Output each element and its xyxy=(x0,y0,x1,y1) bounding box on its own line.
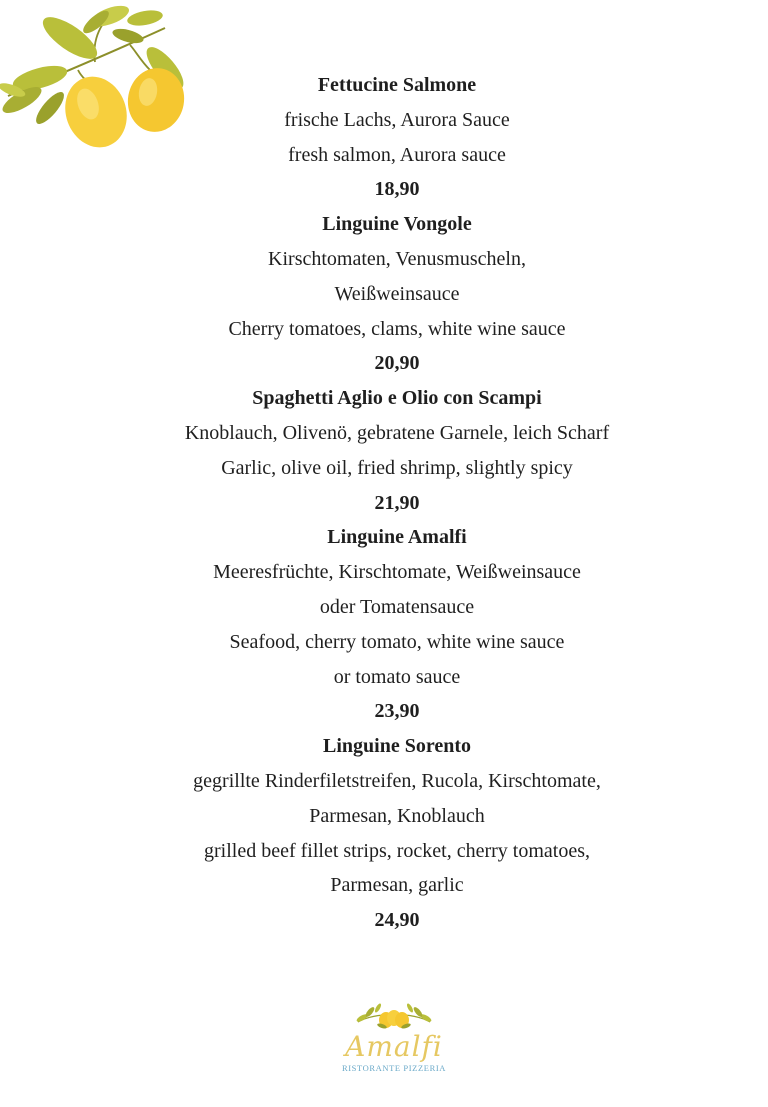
dish-price: 24,90 xyxy=(374,909,420,932)
dish-description-de: oder Tomatensauce xyxy=(319,595,475,618)
dish-description-en: Cherry tomatoes, clams, white wine sauce xyxy=(228,317,566,340)
dish-description-de: Weißweinsauce xyxy=(334,282,460,305)
dish-description-de: Parmesan, Knoblauch xyxy=(309,804,485,827)
dish-description-de: Kirschtomaten, Venusmuscheln, xyxy=(268,247,526,270)
menu-item xyxy=(0,68,768,207)
dish-description-en: Garlic, olive oil, fried shrimp, slightly spicy xyxy=(221,456,573,479)
dish-description-en: grilled beef fillet strips, rocket, cherry tomatoes, xyxy=(204,839,590,862)
dish-price: 21,90 xyxy=(374,491,420,514)
dish-name: Linguine Amalfi xyxy=(327,526,467,549)
dish-description-en: or tomato sauce xyxy=(333,665,461,688)
menu-item xyxy=(0,729,768,938)
dish-name: Spaghetti Aglio e Olio con Scampi xyxy=(252,387,542,410)
menu-item xyxy=(0,207,768,381)
dish-price: 23,90 xyxy=(374,700,420,723)
dish-name: Linguine Vongole xyxy=(322,213,472,236)
dish-description-en: Seafood, cherry tomato, white wine sauce xyxy=(229,630,565,653)
dish-description-de: frische Lachs, Aurora Sauce xyxy=(284,108,510,131)
dish-name: Linguine Sorento xyxy=(323,735,471,758)
dish-description-en: Parmesan, garlic xyxy=(330,874,464,897)
dish-price: 18,90 xyxy=(374,178,420,201)
restaurant-logo xyxy=(334,1000,454,1096)
dish-description-de: Knoblauch, Olivenö, gebratene Garnele, leich Scharf xyxy=(184,421,610,444)
dish-name: Fettucine Salmone xyxy=(317,74,477,96)
logo-subtitle: RISTORANTE PIZZERIA xyxy=(341,1063,447,1073)
menu-item xyxy=(0,520,768,729)
lemon-wreath-icon xyxy=(354,1000,434,1034)
dish-description-de: Meeresfrüchte, Kirschtomate, Weißweinsauce xyxy=(213,561,581,584)
dish-description-de: gegrillte Rinderfiletstreifen, Rucola, Kirschtomate, xyxy=(193,769,601,792)
menu-list xyxy=(0,68,768,938)
dish-description-en: fresh salmon, Aurora sauce xyxy=(288,143,506,166)
dish-price: 20,90 xyxy=(374,352,420,375)
logo-name: Amalfi xyxy=(345,1030,443,1063)
menu-item xyxy=(0,381,768,520)
